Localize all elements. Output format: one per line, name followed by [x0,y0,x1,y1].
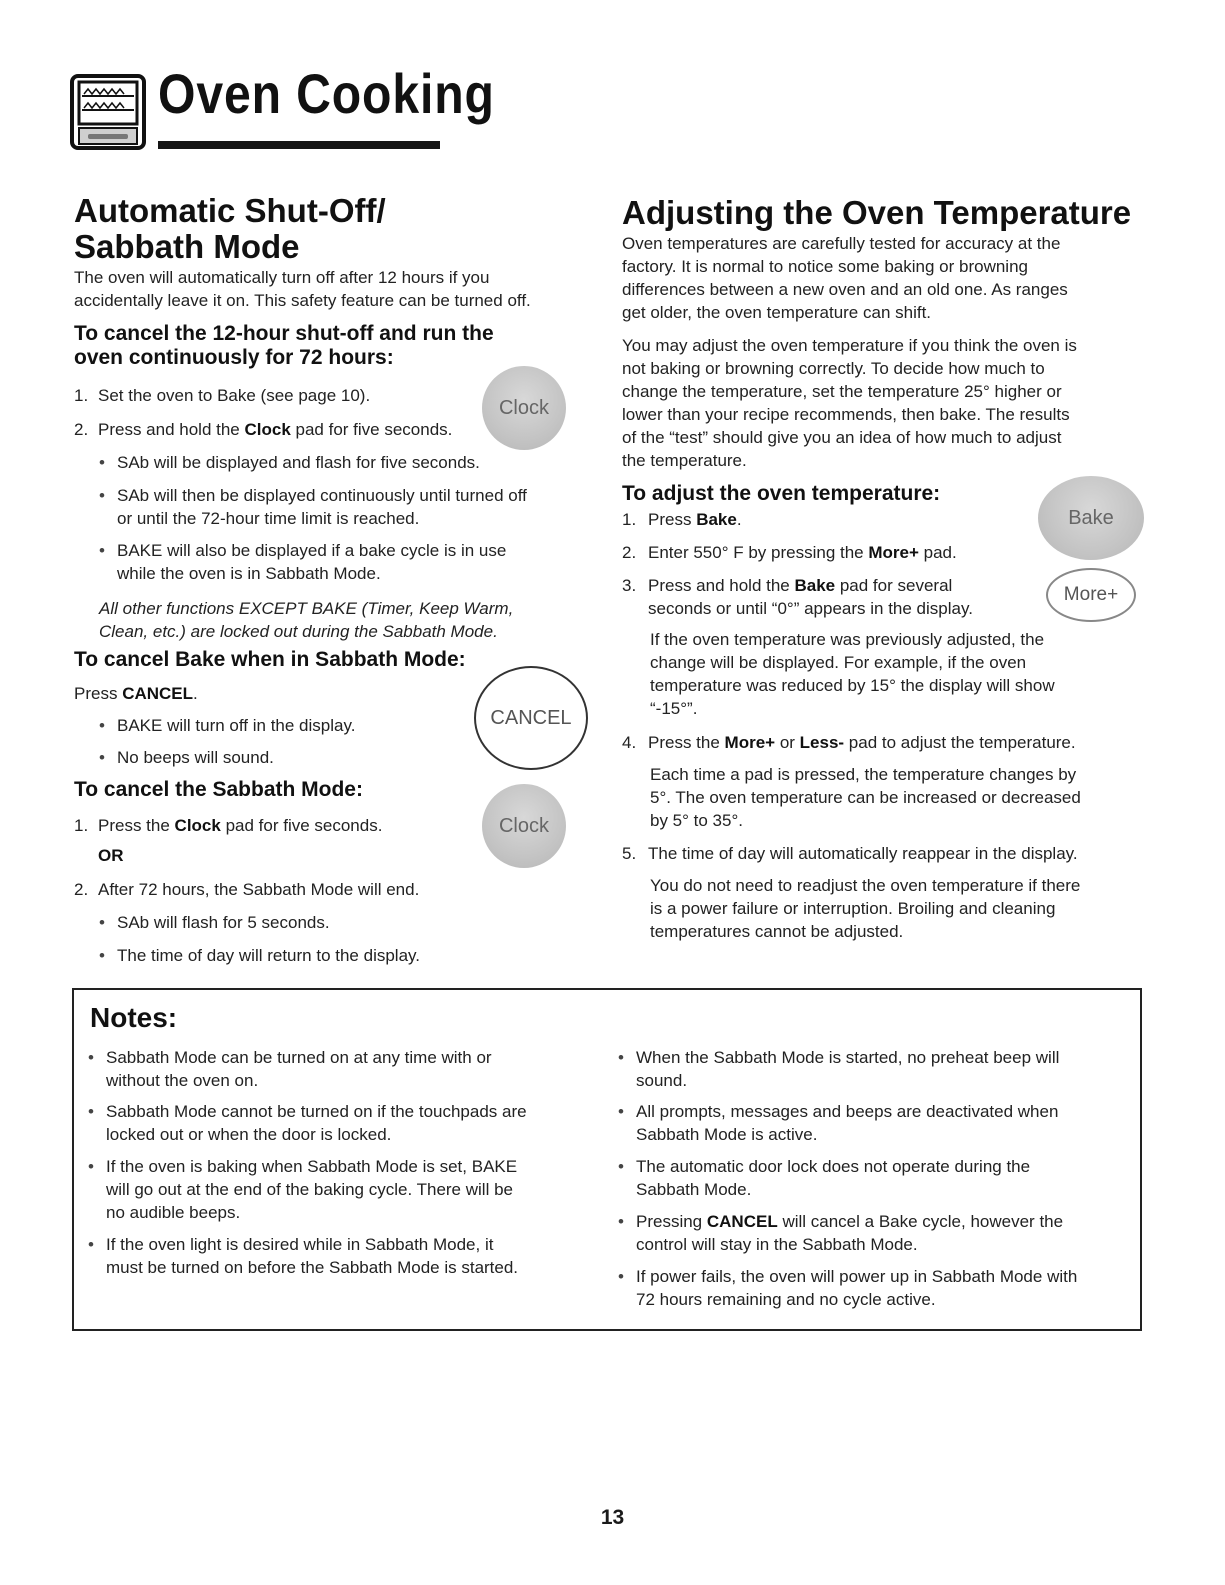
intro-line: The oven will automatically turn off after 12 hours if you [74,268,490,287]
bullet [117,714,477,737]
para-line: change the temperature, set the temperature 25° higher or [622,382,1062,401]
bullet [117,746,477,769]
header-rule [158,141,440,149]
page-number: 13 [600,1506,625,1529]
note-line: change will be displayed. For example, if the oven [650,653,1027,672]
step-bold: Less- [799,733,845,752]
bake-pad-label: Bake [1068,506,1114,529]
para-line: Oven temperatures are carefully tested for accuracy at the [622,234,1061,253]
subheading-line: To cancel the 12-hour shut-off and run the [74,322,494,345]
note-item [106,1155,586,1224]
step-text: pad for five seconds. [290,420,453,439]
step-number: 2. [74,420,89,439]
subheading-adjust: To adjust the oven temperature: [622,482,941,505]
note-text: locked out or when the door is locked. [106,1125,392,1144]
clock-pad-label: Clock [498,396,549,419]
step-text: The time of day will automatically reappear in the display. [648,844,1078,863]
para-line: You may adjust the oven temperature if you think the oven is [622,336,1077,355]
note-bold: CANCEL [706,1212,778,1231]
note-text: • When the Sabbath Mode is started, no preheat beep will [636,1048,1060,1067]
step-number: 1. [74,386,89,405]
note-text: • All prompts, messages and beeps are deactivated when [636,1102,1059,1121]
bullet-text: SAb will flash for 5 seconds. [117,913,330,932]
shutoff-intro [74,266,594,312]
note-line: You do not need to readjust the oven temperature if there [650,876,1081,895]
adjust-para-2 [622,334,1162,472]
note-item [636,1210,1136,1256]
title-line-2: Sabbath Mode [74,228,300,265]
bullet-text: BAKE will turn off in the display. [117,716,356,735]
step-number: 2. [622,543,637,562]
adjust-intro [622,232,1162,324]
step-bold: More+ [724,733,776,752]
note-text: Pressing [636,1212,707,1231]
note-text: Sabbath Mode is active. [636,1125,818,1144]
clock-pad [482,366,566,450]
note-line: “-15°”. [650,699,698,718]
adjust-step-1 [622,508,1002,531]
press-cancel-text [74,682,374,705]
note-line: Clean, etc.) are locked out during the Sabbath Mode. [99,622,498,641]
bullet-text: SAb will be displayed and flash for five seconds. [117,453,480,472]
step-text: pad to adjust the temperature. [844,733,1076,752]
bullet-text: • SAb will then be displayed continuously until turned off [117,486,527,505]
clock-pad-label: Clock [498,814,549,837]
note-item [636,1265,1136,1311]
note-text: without the oven on. [106,1071,259,1090]
note-line: If the oven temperature was previously adjusted, the [650,630,1045,649]
clock-pad [482,784,566,868]
step-text: pad for several [835,576,953,595]
section-title-adjust: Adjusting the Oven Temperature [622,194,1132,231]
adjust-step-5 [622,842,1162,865]
bake-pad [1038,476,1144,560]
adjust-step-4 [622,731,1162,754]
note-text: Sabbath Mode. [636,1180,752,1199]
step-text: Press the [98,816,175,835]
locked-out-note [99,597,569,643]
more-pad-label: More+ [1063,584,1119,605]
note-line: 5°. The oven temperature can be increased or decreased [650,788,1081,807]
or-label: OR [98,846,124,865]
step-text: seconds or until “0°” appears in the display. [648,599,973,618]
para-line: factory. It is normal to notice some baking or browning [622,257,1028,276]
step-text: Enter 550° F by pressing the [648,543,869,562]
step-4-note [650,763,1160,832]
cancel-step-2 [74,878,494,901]
step-text: Press [74,684,123,703]
bullet-text: • BAKE will also be displayed if a bake cycle is in use [117,541,507,560]
note-text: will go out at the end of the baking cycle. There will be [106,1180,513,1199]
section-title-shutoff [74,193,574,265]
step-1 [74,384,504,407]
notes-title: Notes: [90,1002,178,1033]
note-item [636,1046,1136,1092]
cancel-pad-label: CANCEL [490,706,572,729]
step-bold: CANCEL [122,684,194,703]
bullet [117,911,477,934]
step-number: 1. [622,510,637,529]
step-bold: More+ [868,543,919,562]
step-number: 5. [622,844,637,863]
subheading-line: oven continuously for 72 hours: [74,346,394,369]
step-number: 1. [74,816,89,835]
note-item [636,1100,1136,1146]
adjust-step-3 [622,574,1042,620]
note-text: • The automatic door lock does not operate during the [636,1157,1031,1176]
oven-icon [70,74,148,152]
step-text: Set the oven to Bake (see page 10). [98,386,371,405]
note-text: must be turned on before the Sabbath Mode is started. [106,1258,519,1277]
note-line: Each time a pad is pressed, the temperature changes by [650,765,1077,784]
note-item [106,1233,586,1279]
bullet-text: The time of day will return to the display. [117,946,420,965]
title-line-1: Automatic Shut-Off/ [74,192,386,229]
para-line: lower than your recipe recommends, then bake. The results [622,405,1070,424]
step-number: 3. [622,576,637,595]
step-text: Press [648,510,697,529]
step-3-note [650,628,1150,720]
bullet [117,539,587,585]
para-line: of the “test” should give you an idea of how much to adjust [622,428,1062,447]
note-line: is a power failure or interruption. Broiling and cleaning [650,899,1056,918]
note-line: All other functions EXCEPT BAKE (Timer, Keep Warm, [99,599,514,618]
step-bold: Bake [696,510,737,529]
subheading-cancel-sabbath: To cancel the Sabbath Mode: [74,778,363,801]
note-text: sound. [636,1071,688,1090]
subheading-cancel-bake: To cancel Bake when in Sabbath Mode: [74,648,466,671]
note-text: no audible beeps. [106,1203,241,1222]
step-bold: Clock [244,420,291,439]
note-item [106,1046,586,1092]
note-text: • If power fails, the oven will power up in Sabbath Mode with [636,1267,1078,1286]
intro-line: accidentally leave it on. This safety feature can be turned off. [74,291,531,310]
step-text: pad for five seconds. [220,816,383,835]
cancel-step-1 [74,814,454,837]
cancel-pad [474,666,588,770]
bullet [117,451,587,474]
step-text: . [736,510,742,529]
step-2 [74,418,504,441]
note-line: temperatures cannot be adjusted. [650,922,904,941]
adjust-step-2 [622,541,1042,564]
step-5-note [650,874,1160,943]
step-number: 4. [622,733,637,752]
para-line: get older, the oven temperature can shift. [622,303,932,322]
note-text: control will stay in the Sabbath Mode. [636,1235,918,1254]
para-line: differences between a new oven and an old one. As ranges [622,280,1068,299]
note-item [636,1155,1136,1201]
note-text: • Sabbath Mode cannot be turned on if the touchpads are [106,1102,527,1121]
step-text: Press and hold the [98,420,245,439]
step-text: . [193,684,198,703]
note-text: • If the oven is baking when Sabbath Mode is set, BAKE [106,1157,518,1176]
step-bold: Clock [174,816,221,835]
more-pad [1046,568,1136,622]
step-text: or [775,733,800,752]
note-text: will cancel a Bake cycle, however the [777,1212,1064,1231]
step-text: Press the [648,733,725,752]
note-line: temperature was reduced by 15° the display will show [650,676,1055,695]
para-line: the temperature. [622,451,747,470]
step-number: 2. [74,880,89,899]
bullet [117,484,587,530]
bullet-text: or until the 72-hour time limit is reached. [117,509,420,528]
step-bold: Bake [794,576,836,595]
subheading-cancel-12hr [74,322,594,370]
step-text: After 72 hours, the Sabbath Mode will end. [98,880,420,899]
note-item [106,1100,586,1146]
page-header-title: Oven Cooking [158,62,495,125]
note-text: 72 hours remaining and no cycle active. [636,1290,936,1309]
bullet-text: while the oven is in Sabbath Mode. [117,564,381,583]
note-line: by 5° to 35°. [650,811,743,830]
step-text: Press and hold the [648,576,795,595]
step-text: pad. [918,543,957,562]
bullet-text: No beeps will sound. [117,748,274,767]
note-text: • Sabbath Mode can be turned on at any time with or [106,1048,492,1067]
bullet [117,944,517,967]
note-text: • If the oven light is desired while in Sabbath Mode, it [106,1235,494,1254]
para-line: not baking or browning correctly. To decide how much to [622,359,1045,378]
